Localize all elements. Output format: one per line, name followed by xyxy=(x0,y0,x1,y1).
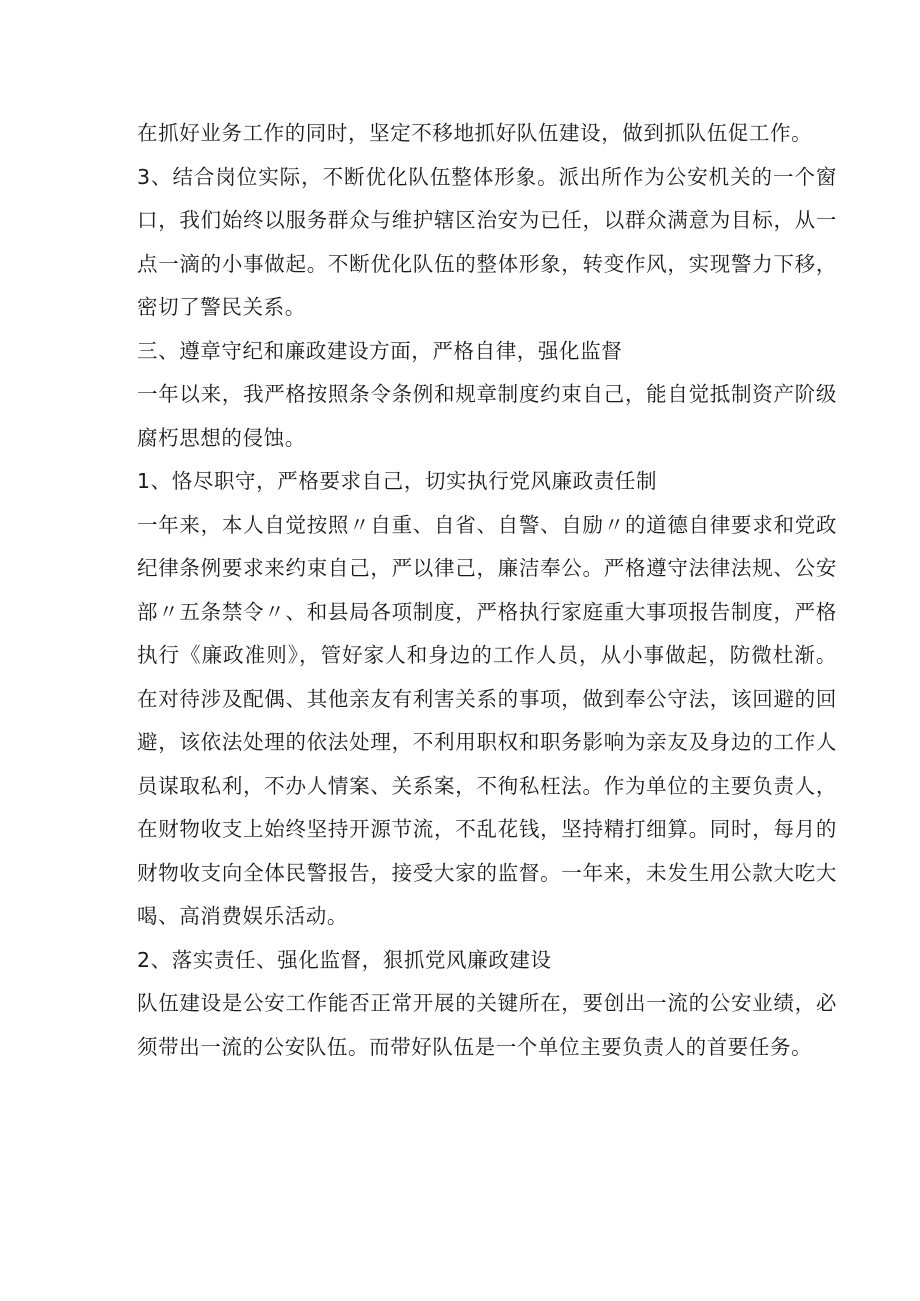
paragraph-team-leadership: 队伍建设是公安工作能否正常开展的关键所在，要创出一流的公安业绩，必须带出一流的公安队伍。而带好队伍是一个单位主要负责人的首要任务。 xyxy=(137,991,837,1059)
paragraph-optimize-team-image: 3、结合岗位实际，不断优化队伍整体形象。派出所作为公安机关的一个窗口，我们始终以服务群众与维护辖区治安为已任，以群众满意为目标，从一点一滴的小事做起。不断优化队伍的整体形象，转变作风，实现警力下移，密切了警民关系。 xyxy=(137,164,837,319)
paragraph-integrity-details: 一年来，本人自觉按照〃自重、自省、自警、自励〃的道德自律要求和党政纪律条例要求来约束自己，严以律己，廉洁奉公。严格遵守法律法规、公安部〃五条禁令〃、和县局各项制度，严格执行家庭重大事项报告制度，严格执行《廉政准则》，管好家人和身边的工作人员，从小事做起，防微杜渐。在对待涉及配偶、其他亲友有利害关系的事项，做到奉公守法，该回避的回避，该依法处理的依法处理，不利用职权和职务影响为亲友及身边的工作人员谋取私利，不办人情案、关系案，不徇私枉法。作为单位的主要负责人，在财物收支上始终坚持开源节流，不乱花钱，坚持精打细算。同时，每月的财物收支向全体民警报告，接受大家的监督。一年来，未发生用公款大吃大喝、高消费娱乐活动。 xyxy=(137,512,837,928)
paragraph-self-discipline-intro: 一年以来，我严格按照条令条例和规章制度约束自己，能自觉抵制资产阶级腐朽思想的侵蚀。 xyxy=(137,382,837,450)
document-body xyxy=(137,112,837,1069)
subheading-duty-responsibility: 1、恪尽职守，严格要求自己，切实执行党风廉政责任制 xyxy=(137,469,658,493)
section-heading-discipline-integrity: 三、遵章守纪和廉政建设方面，严格自律，强化监督 xyxy=(137,338,623,363)
paragraph-team-building-summary: 在抓好业务工作的同时，坚定不移地抓好队伍建设，做到抓队伍促工作。 xyxy=(137,121,813,145)
subheading-supervision: 2、落实责任、强化监督，狠抓党风廉政建设 xyxy=(137,947,552,972)
